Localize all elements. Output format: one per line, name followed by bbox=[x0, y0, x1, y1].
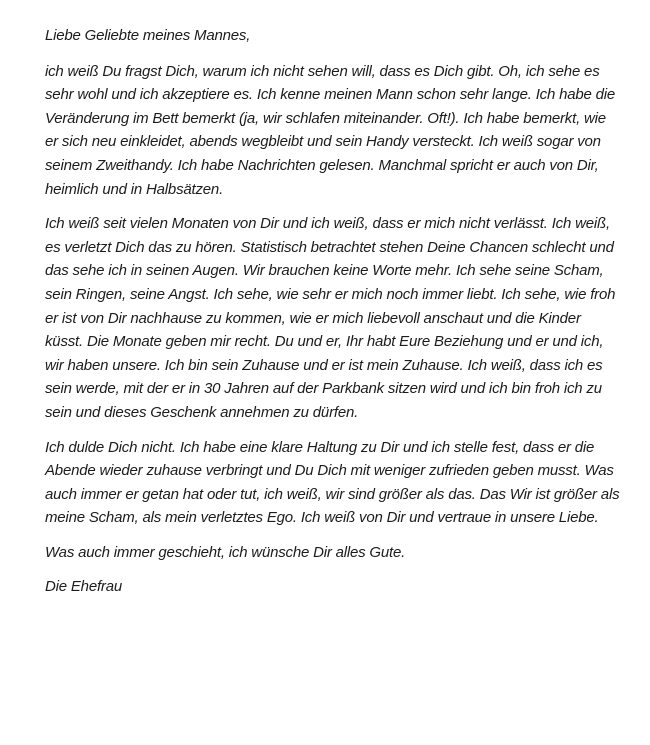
letter-paragraph-2: Ich weiß seit vielen Monaten von Dir und ich weiß, dass er mich nicht verlässt. Ich weiß, es verletzt Dich das zu hören. Statistisch betrachtet stehen Deine Chancen schlecht und das sehe ich in seinen Augen. Wir brauchen keine Worte mehr. Ich sehe seine Scham, sein Ringen, seine Angst. Ich sehe, wie sehr er mich noch immer liebt. Ich sehe, wie froh er ist von Dir nachhause zu kommen, wie er mich liebevoll anschaut und die Kinder küsst. Die Monate geben mir recht. Du und er, Ihr habt Eure Beziehung und er und ich, wir haben unsere. Ich bin sein Zuhause und er ist mein Zuhause. Ich weiß, dass ich es sein werde, mit der er in 30 Jahren auf der Parkbank sitzen wird und ich bin froh ich zu sein und dieses Geschenk annehmen zu dürfen. bbox=[45, 215, 616, 421]
letter-signature: Die Ehefrau bbox=[45, 578, 123, 596]
letter-paragraph-4: Was auch immer geschieht, ich wünsche Dir alles Gute. bbox=[45, 543, 406, 561]
letter-paragraph-1: ich weiß Du fragst Dich, warum ich nicht sehen will, dass es Dich gibt. Oh, ich sehe es sehr wohl und ich akzeptiere es. Ich kenne meinen Mann schon sehr lange. Ich habe die Veränderung im Bett bemerkt (ja, wir schlafen miteinander. Oft!). Ich habe bemerkt, wie er sich neu einkleidet, abends wegbleibt und sein Handy versteckt. Ich weiß sogar von seinem Zweithandy. Ich habe Nachrichten gelesen. Manchmal spricht er auch von Dir, heimlich und in Halbsätzen. bbox=[45, 62, 616, 198]
letter-body bbox=[45, 24, 620, 610]
letter-salutation: Liebe Geliebte meines Mannes, bbox=[45, 27, 251, 44]
letter-paragraph-3: Ich dulde Dich nicht. Ich habe eine klare Haltung zu Dir und ich stelle fest, dass er die Abende wieder zuhause verbringt und Du Dich mit weniger zufrieden geben musst. Was auch immer er getan hat oder tut, ich weiß, wir sind größer als das. Das Wir ist größer als meine Scham, als mein verletztes Ego. Ich weiß von Dir und vertraue in unsere Liebe. bbox=[45, 438, 620, 527]
